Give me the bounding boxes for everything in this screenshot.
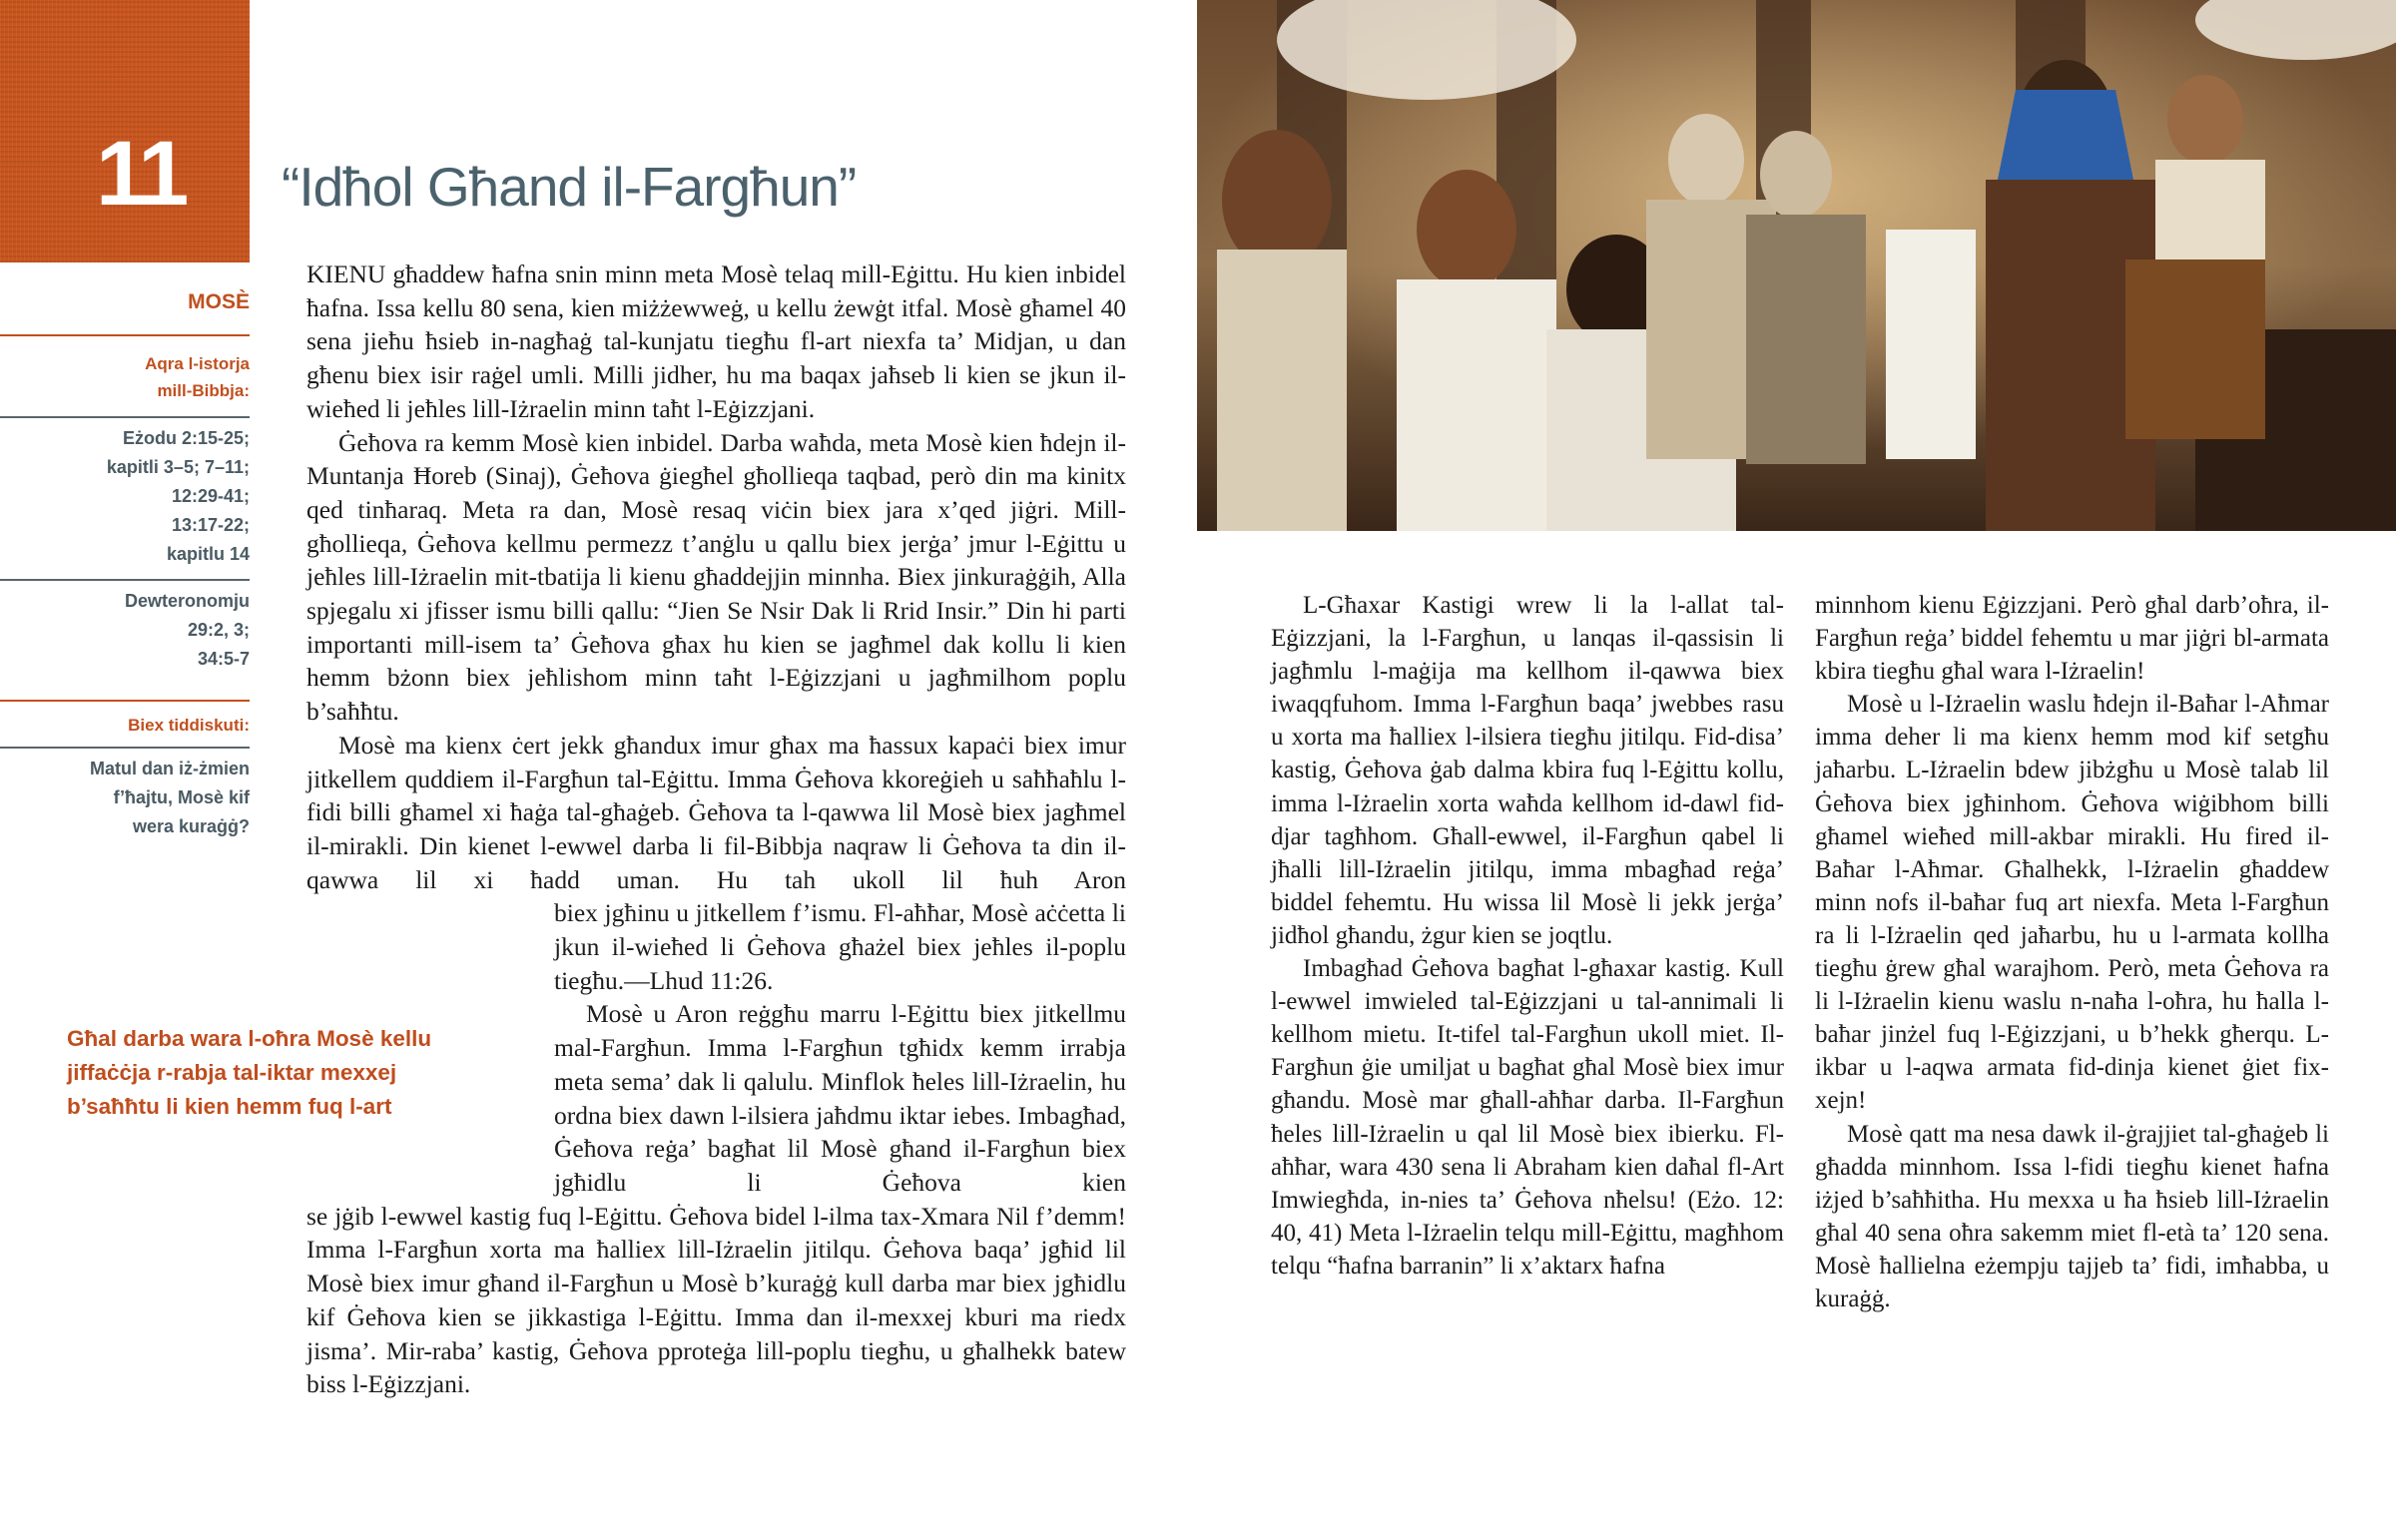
- scripture-ref: 34:5-7: [197, 649, 250, 669]
- paragraph: Imbagħad Ġeħova bagħat l-għaxar kastig. Kull l-ewwel imwieled tal-Eġizzjani u tal-annimali li kellhom mietu. It-tifel tal-Fargħun ukoll miet. Il-Fargħun ġie umiljat u bagħat għal Mosè biex imur għandu. Mosè mar għall-aħħar darba. Il-Fargħun ħeles lill-Iżraelin u qal lil Mosè biex ibierku. Fl-aħħar, wara 430 sena li Abraham kien daħal fl-Art Imwiegħda, in-nies ta’ Ġeħova nħelsu! (Eżo. 12: 40, 41) Meta l-Iżraelin telqu mill-Eġittu, magħhom telqu “ħafna barranin” li x’aktarx ħafna: [1271, 955, 1784, 1280]
- paragraph: Mosè qatt ma nesa dawk il-ġrajjiet tal-għaġeb li għadda minnhom. Issa l-fidi tiegħu kienet ħafna iżjed b’saħħitha. Hu mexxa u ħa ħsieb lill-Iżraelin għal 40 sena oħra sakemm miet fl-età ta’ 120 sena. Mosè ħallielna eżempju tajjeb ta’ fidi, imħabba, u kuraġġ.: [1815, 1120, 2329, 1312]
- paragraph: Ġeħova ra kemm Mosè kien inbidel. Darba waħda, meta Mosè kien ħdejn il-Muntanja Ħoreb (Sinaj), Ġeħova ġiegħel għollieqa taqbad, però din ma kinitx qed tinħaraq. Meta ra dan, Mosè resaq viċin biex jara x’qed jiġri. Mill-għollieqa, Ġeħova kellmu permezz t’anġlu u qallu biex jerġa’ jmur l-Eġittu u jeħles lill-Iżraelin mit-tbatija li kienu għaddejjin minnha. Biex jinkuraġġih, Alla spjegalu xi jfisser ismu billi qallu: “Jien Se Nsir Dak li Rrid Insir.” Din hi parti importanti mill-isem ta’ Ġeħova għax hu kien se jagħmel dak kollu li kien hemm bżonn biex jeħlishom minn taħt l-Eġizzjani u jagħmilhom poplu b’saħħtu.: [306, 427, 1126, 727]
- paragraph: KIENU għaddew ħafna snin minn meta Mosè telaq mill-Eġittu. Hu kien inbidel ħafna. Issa kellu 80 sena, kien miżżewweġ, u kellu żewġt itfal. Mosè għamel 40 sena jieħu ħsieb in-nagħaġ tal-kunjatu tiegħu fl-art niexfa ta’ Midjan, u dan għenu biex isir raġel umli. Milli jidher, hu ma baqax jaħseb li kien se jkun il-wieħed li jeħles lill-Iżraelin minn taħt l-Eġizzjani.: [306, 259, 1126, 423]
- paragraph: L-Għaxar Kastigi wrew li la l-allat tal-Eġizzjani, la l-Fargħun, u lanqas il-qassisin li jagħmlu l-maġija ma kellhom il-qawwa biex iwaqqfuhom. Imma l-Fargħun baqa’ jwebbes rasu u xorta ma ħalliex l-ilsiera tiegħu jitilqu. Fid-disa’ kastig, Ġeħova ġab dalma kbira fuq l-Eġittu kollu, imma l-Iżraelin xorta waħda kellhom id-dawl fid-djar tagħhom. Għall-ewwel, il-Fargħun qabel li jħalli lill-Iżraelin jitilqu, imma mbagħad reġa’ biddel fehemtu. Hu wissa lil Mosè li jekk jerġa’ jidħol għandu, żgur kien se joqtlu.: [1271, 592, 1784, 949]
- body-right-column-1: [1271, 589, 1784, 1283]
- scripture-ref: 13:17-22;: [171, 515, 250, 535]
- chapter-title: “Idħol Għand il-Fargħun”: [282, 156, 857, 218]
- scripture-ref: Dewteronomju: [124, 591, 250, 611]
- paragraph: biex jgħinu u jitkellem f’ismu. Fl-aħħar, Mosè aċċetta li jkun il-wieħed li Ġeħova għażel biex jeħles il-poplu tiegħu.—Lhud 11:26.: [554, 898, 1126, 995]
- sidebar: [0, 287, 250, 847]
- scripture-ref: kapitlu 14: [166, 544, 250, 564]
- scripture-ref: Eżodu 2:15-25;: [122, 428, 250, 448]
- image-caption: Għal darba wara l-oħra Mosè kellu jiffaċċja r-rabja tal-iktar mexxej b’saħħtu li kien hemm fuq l-art: [67, 1026, 432, 1119]
- paragraph: Mosè u l-Iżraelin waslu ħdejn il-Baħar l-Aħmar imma deher li ma kienx hemm mod kif setgħu jaħarbu. L-Iżraelin bdew jibżgħu u Mosè talab lil Ġeħova biex jgħinhom. Ġeħova wiġibhom billi għamel wieħed mill-akbar mirakli. Hu fired il-Baħar l-Aħmar. Għalhekk, l-Iżraelin għaddew minn nofs il-baħar fuq art niexfa. Meta l-Fargħun ra li l-Iżraelin qed jaħarbu, hu u l-armata kollha tiegħu ġrew għal warajhom. Però, meta Ġeħova ra li l-Iżraelin kienu waslu n-naħa l-oħra, hu ħalla l-baħar jinżel fuq l-Eġizzjani, u b’hekk għerqu. L-ikbar u l-aqwa armata fid-dinja kienet ġiet fix-xejn!: [1815, 691, 2329, 1115]
- body-right-column-2: [1815, 589, 2329, 1315]
- scripture-ref: 12:29-41;: [171, 486, 250, 506]
- chapter-number-block: [0, 0, 250, 262]
- read-heading: Aqra l-istorja mill-Bibbja:: [145, 354, 250, 400]
- paragraph: minnhom kienu Eġizzjani. Però għal darb’oħra, il-Fargħun reġa’ biddel fehemtu u mar jiġri bl-armata kbira tiegħu għal wara l-Iżraelin!: [1815, 592, 2329, 686]
- chapter-number: 11: [96, 123, 186, 225]
- scripture-ref: kapitli 3–5; 7–11;: [106, 457, 250, 477]
- scripture-ref: 29:2, 3;: [187, 620, 250, 640]
- paragraph: Mosè u Aron reġgħu marru l-Eġittu biex jitkellmu mal-Fargħun. Imma l-Fargħun tgħidx kemm irrabja meta sema’ dak li qalulu. Minflok ħeles lill-Iżraelin, hu ordna biex dawn l-ilsiera jaħdmu iktar iebes. Imbagħad, Ġeħova reġa’ bagħat lil Mosè għand il-Fargħun biex jgħidlu li Ġeħova kien: [554, 999, 1126, 1197]
- scripture-refs-2: [0, 581, 250, 700]
- paragraph: Mosè ma kienx ċert jekk għandux imur għax ma ħassux kapaċi biex imur jitkellem quddiem il-Fargħun tal-Eġittu. Imma Ġeħova kkoreġieh u saħħaħlu l-fidi billi għamel xi ħaġa tal-għaġeb. Ġeħova ta l-qawwa lil Mosè biex jagħmel il-mirakli. Din kienet l-ewwel darba li fil-Bibbja naqraw li Ġeħova ta din il-qawwa lil xi ħadd uman. Hu tah ukoll lil ħuh Aron: [306, 730, 1126, 894]
- scripture-refs-1: [0, 418, 250, 579]
- illustration-moses-before-pharaoh: [1197, 0, 2396, 531]
- discuss-heading: Biex tiddiskuti:: [128, 716, 250, 735]
- sidebar-character-name: MOSÈ: [188, 290, 250, 313]
- narrow-text-area: [554, 896, 1126, 1199]
- discussion-question: Matul dan iż-żmien f’ħajtu, Mosè kif wera kuraġġ?: [89, 759, 250, 836]
- paragraph: se jġib l-ewwel kastig fuq l-Eġittu. Ġeħova bidel l-ilma tax-Xmara Nil f’demm! Imma l-Fargħun xorta ma ħalliex lill-Iżraelin jitilqu. Ġeħova baqa’ jgħid lil Mosè biex imur għand il-Fargħun u Mosè b’kuraġġ kull darba mar biex jgħidlu kif Ġeħova kien se jikkastiga l-Eġittu. Imma dan il-mexxej kburi ma riedx jisma’. Mir-raba’ kastig, Ġeħova pproteġa lill-poplu tiegħu, u għalhekk batew biss l-Eġizzjani.: [306, 1201, 1126, 1399]
- body-left: [306, 257, 1126, 1401]
